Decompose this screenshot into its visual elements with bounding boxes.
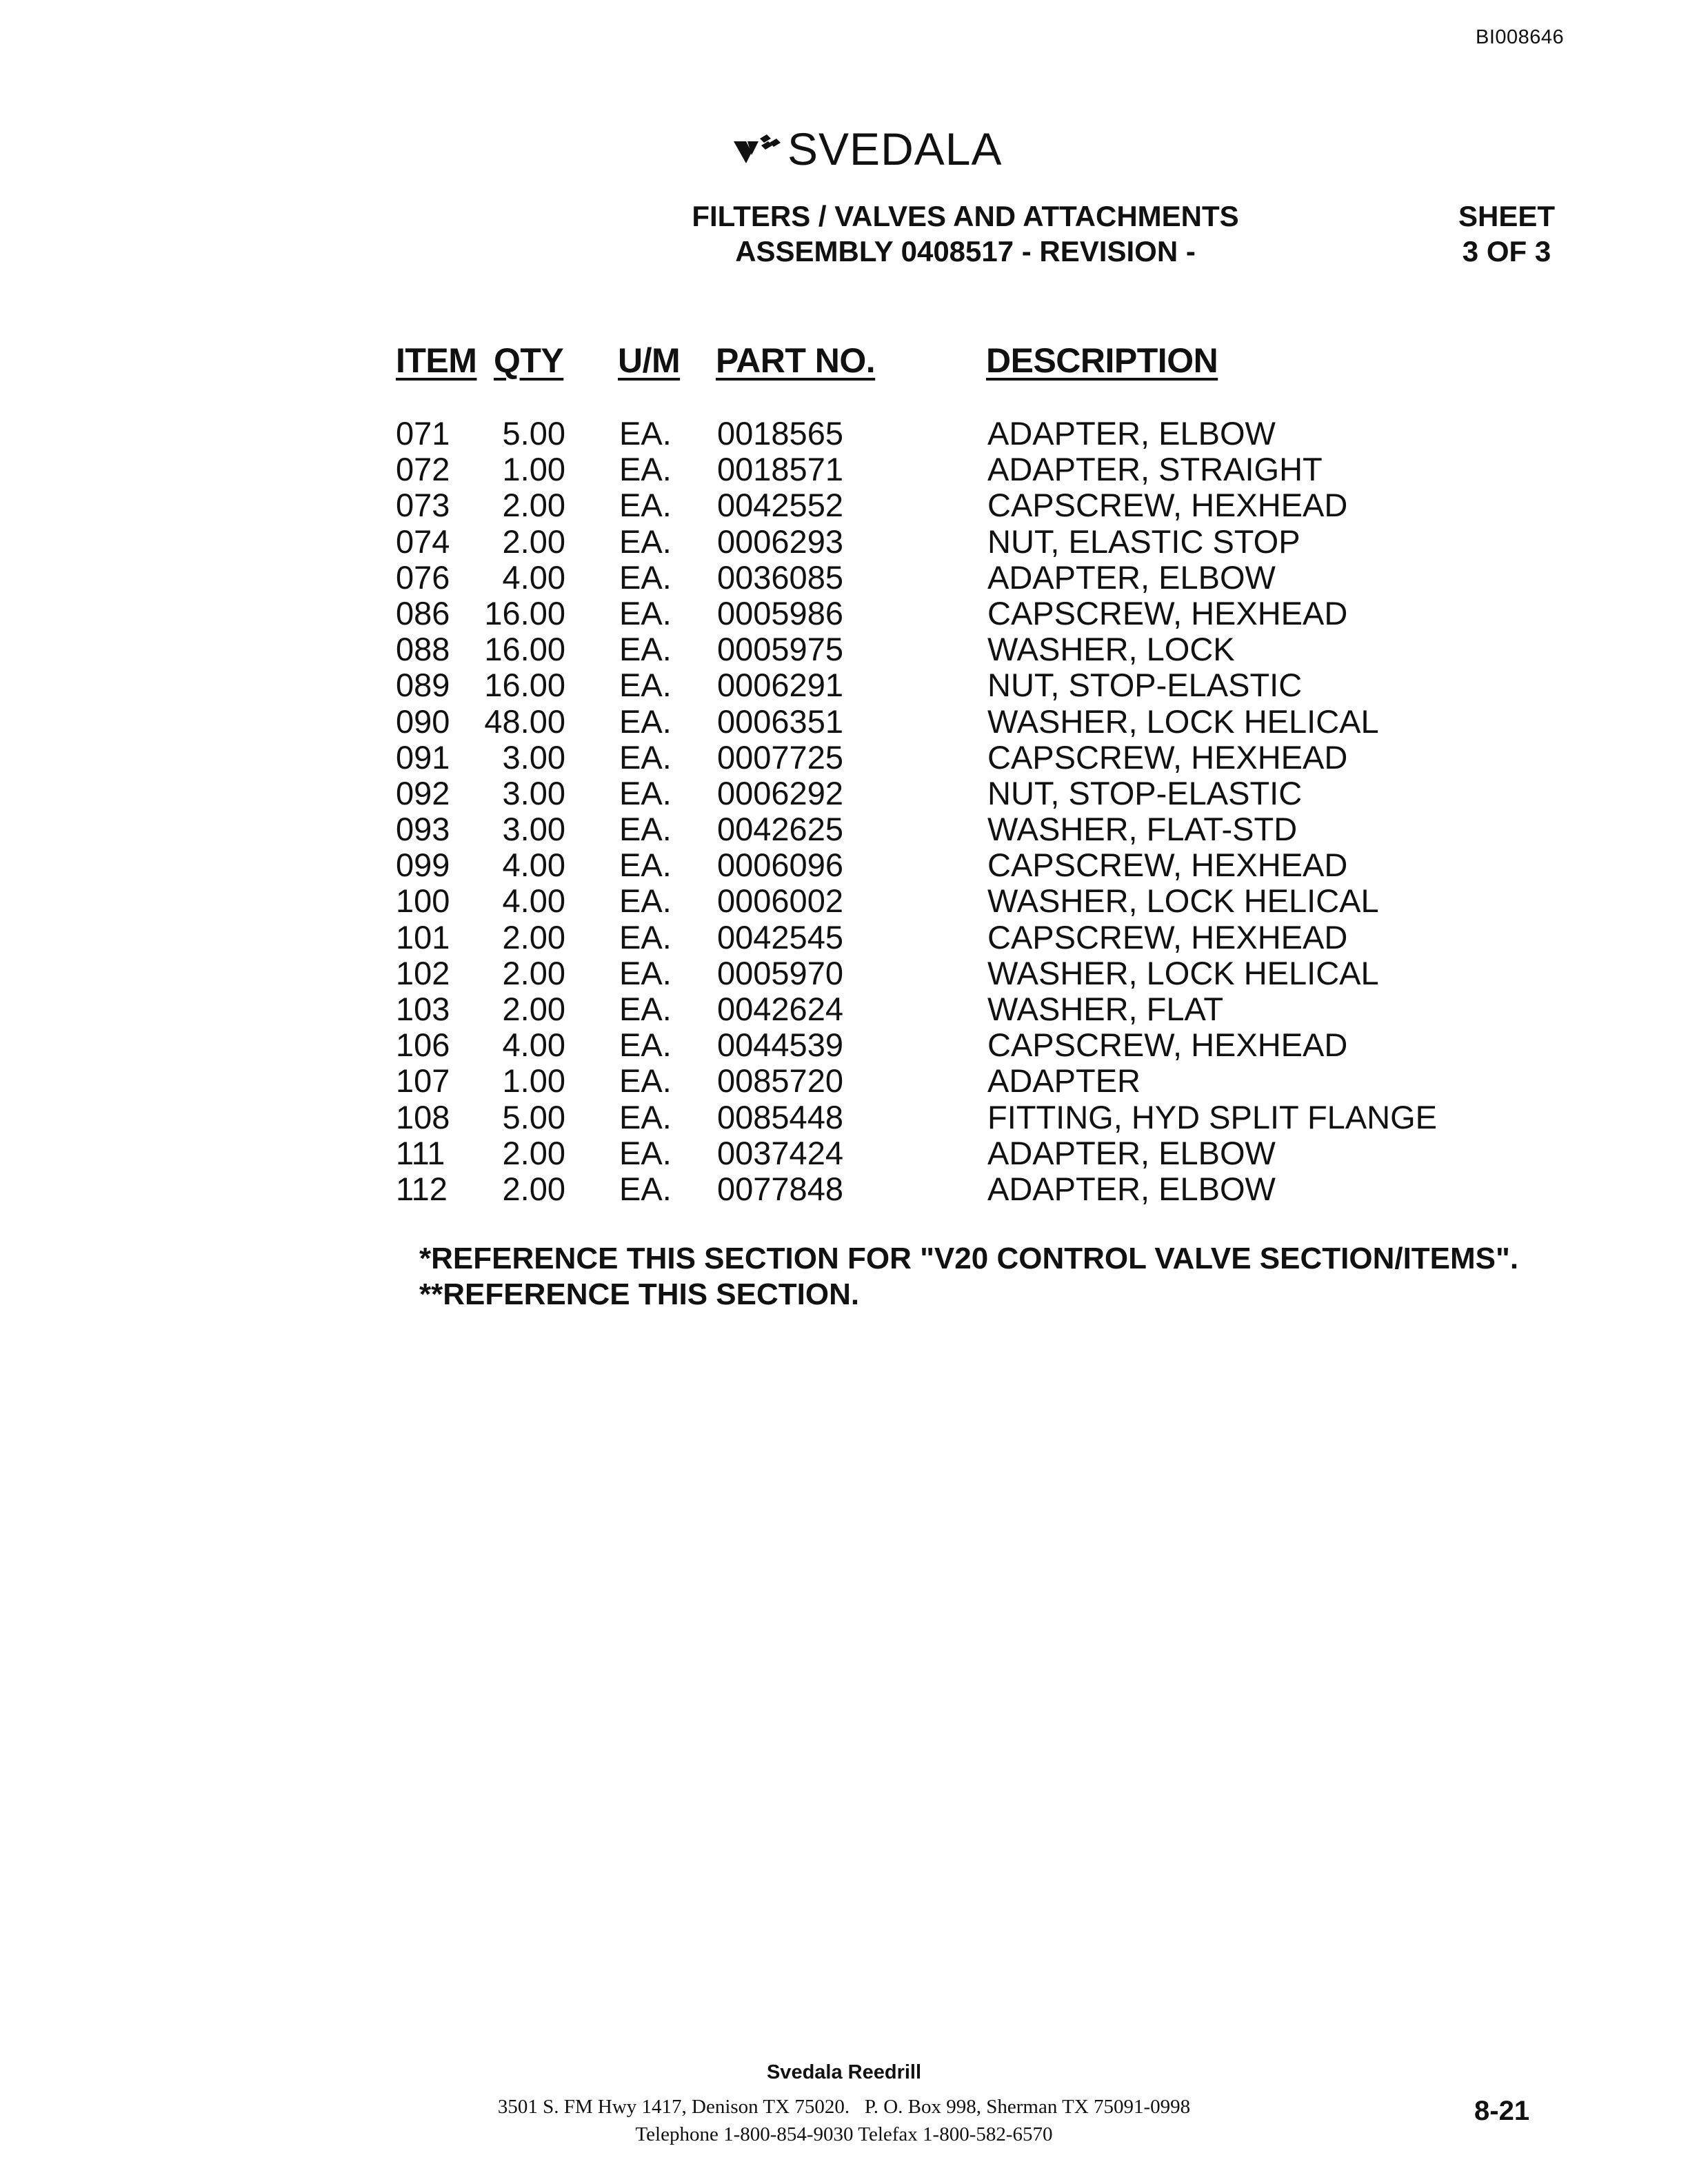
item-cell: 101 [396, 918, 450, 956]
table-row [0, 667, 1688, 703]
qty-cell: 4.00 [502, 558, 565, 596]
qty-cell: 5.00 [502, 1098, 565, 1135]
part-number-cell: 0006291 [717, 667, 843, 704]
item-cell: 100 [396, 882, 450, 920]
table-row [0, 452, 1688, 487]
qty-cell: 5.00 [502, 415, 565, 452]
reference-notes [419, 1241, 1518, 1313]
part-number-cell: 0005986 [717, 594, 843, 631]
item-cell: 107 [396, 1062, 450, 1100]
item-cell: 106 [396, 1027, 450, 1064]
qty-cell: 3.00 [502, 738, 565, 776]
table-row [0, 524, 1688, 560]
page-number: 8-21 [1474, 2096, 1530, 2126]
note-line-1: *REFERENCE THIS SECTION FOR "V20 CONTROL VALVE SECTION/ITEMS". [419, 1242, 1519, 1275]
um-cell: EA. [619, 667, 672, 704]
part-number-cell: 0007725 [717, 738, 843, 776]
qty-cell: 2.00 [502, 918, 565, 956]
part-number-cell: 0018565 [717, 415, 843, 452]
column-header-part-no: PART NO. [716, 341, 876, 380]
footer-phone: Telephone 1-800-854-9030 Telefax 1-800-582-6570 [635, 2123, 1053, 2145]
part-number-cell: 0018571 [717, 451, 843, 488]
qty-cell: 4.00 [502, 882, 565, 920]
item-cell: 102 [396, 954, 450, 991]
qty-cell: 2.00 [502, 523, 565, 560]
part-number-cell: 0036085 [717, 558, 843, 596]
um-cell: EA. [619, 811, 672, 848]
table-row [0, 847, 1688, 883]
description-cell: NUT, ELASTIC STOP [987, 523, 1300, 560]
qty-cell: 1.00 [502, 1062, 565, 1100]
sheet-number: 3 OF 3 [1462, 235, 1551, 267]
item-cell: 088 [396, 631, 450, 668]
description-cell: ADAPTER, ELBOW [987, 1170, 1276, 1207]
table-row [0, 596, 1688, 631]
table-row [0, 1027, 1688, 1063]
um-cell: EA. [619, 415, 672, 452]
um-cell: EA. [619, 523, 672, 560]
um-cell: EA. [619, 954, 672, 991]
sheet-indicator [1441, 199, 1572, 269]
qty-cell: 16.00 [484, 667, 565, 704]
item-cell: 103 [396, 991, 450, 1027]
qty-cell: 2.00 [502, 1170, 565, 1207]
table-row [0, 1135, 1688, 1171]
um-cell: EA. [619, 1062, 672, 1100]
description-cell: CAPSCREW, HEXHEAD [987, 594, 1348, 631]
item-cell: 090 [396, 702, 450, 740]
qty-cell: 1.00 [502, 451, 565, 488]
footer-address-block [0, 2093, 1688, 2148]
table-row [0, 704, 1688, 740]
item-cell: 086 [396, 594, 450, 631]
description-cell: ADAPTER, STRAIGHT [987, 451, 1323, 488]
table-row [0, 631, 1688, 667]
description-cell: CAPSCREW, HEXHEAD [987, 918, 1348, 956]
item-cell: 072 [396, 451, 450, 488]
table-row [0, 811, 1688, 847]
table-row [0, 1063, 1688, 1099]
qty-cell: 16.00 [484, 631, 565, 668]
um-cell: EA. [619, 1134, 672, 1171]
part-number-cell: 0085448 [717, 1098, 843, 1135]
qty-cell: 4.00 [502, 1027, 565, 1064]
um-cell: EA. [619, 631, 672, 668]
qty-cell: 2.00 [502, 991, 565, 1027]
description-cell: ADAPTER, ELBOW [987, 1134, 1276, 1171]
document-title [483, 199, 1448, 269]
description-cell: WASHER, FLAT [987, 991, 1224, 1027]
description-cell: WASHER, LOCK HELICAL [987, 882, 1379, 920]
qty-cell: 16.00 [484, 594, 565, 631]
table-row [0, 991, 1688, 1027]
qty-cell: 3.00 [502, 811, 565, 848]
item-cell: 076 [396, 558, 450, 596]
item-cell: 093 [396, 811, 450, 848]
footer-company-name: Svedala Reedrill [766, 2061, 922, 2083]
table-row [0, 487, 1688, 523]
qty-cell: 4.00 [502, 847, 565, 884]
part-number-cell: 0005970 [717, 954, 843, 991]
description-cell: NUT, STOP-ELASTIC [987, 667, 1303, 704]
table-row [0, 740, 1688, 776]
description-cell: CAPSCREW, HEXHEAD [987, 487, 1348, 524]
um-cell: EA. [619, 451, 672, 488]
note-line-2: **REFERENCE THIS SECTION. [419, 1277, 860, 1311]
qty-cell: 2.00 [502, 954, 565, 991]
um-cell: EA. [619, 738, 672, 776]
description-cell: WASHER, FLAT-STD [987, 811, 1298, 848]
part-number-cell: 0006096 [717, 847, 843, 884]
um-cell: EA. [619, 882, 672, 920]
part-number-cell: 0042545 [717, 918, 843, 956]
part-number-cell: 0042625 [717, 811, 843, 848]
table-row [0, 776, 1688, 811]
um-cell: EA. [619, 847, 672, 884]
part-number-cell: 0042552 [717, 487, 843, 524]
parts-table-body [0, 416, 1688, 1207]
um-cell: EA. [619, 1027, 672, 1064]
description-cell: WASHER, LOCK HELICAL [987, 954, 1379, 991]
sheet-label: SHEET [1458, 200, 1556, 232]
item-cell: 112 [396, 1170, 448, 1207]
svedala-diamond-logo-icon [731, 132, 786, 166]
table-row [0, 920, 1688, 956]
column-header-description: DESCRIPTION [986, 341, 1218, 380]
description-cell: WASHER, LOCK [987, 631, 1235, 668]
item-cell: 108 [396, 1098, 450, 1135]
um-cell: EA. [619, 991, 672, 1027]
title-line-2: ASSEMBLY 0408517 - REVISION - [735, 235, 1196, 267]
part-number-cell: 0006293 [717, 523, 843, 560]
table-row [0, 416, 1688, 452]
part-number-cell: 0077848 [717, 1170, 843, 1207]
column-header-um: U/M [618, 341, 681, 380]
description-cell: CAPSCREW, HEXHEAD [987, 847, 1348, 884]
um-cell: EA. [619, 558, 672, 596]
um-cell: EA. [619, 1098, 672, 1135]
part-number-cell: 0044539 [717, 1027, 843, 1064]
part-number-cell: 0042624 [717, 991, 843, 1027]
qty-cell: 48.00 [484, 702, 565, 740]
description-cell: FITTING, HYD SPLIT FLANGE [987, 1098, 1438, 1135]
um-cell: EA. [619, 1170, 672, 1207]
description-cell: CAPSCREW, HEXHEAD [987, 738, 1348, 776]
um-cell: EA. [619, 487, 672, 524]
column-header-qty: QTY [494, 341, 564, 380]
table-header [0, 341, 1688, 382]
table-row [0, 956, 1688, 991]
title-line-1: FILTERS / VALVES AND ATTACHMENTS [692, 200, 1239, 232]
part-number-cell: 0085720 [717, 1062, 843, 1100]
document-id: BI008646 [1476, 26, 1565, 48]
item-cell: 092 [396, 774, 450, 811]
description-cell: CAPSCREW, HEXHEAD [987, 1027, 1348, 1064]
um-cell: EA. [619, 702, 672, 740]
qty-cell: 3.00 [502, 774, 565, 811]
table-row [0, 560, 1688, 596]
footer-address: 3501 S. FM Hwy 1417, Denison TX 75020. P. O. Box 998, Sherman TX 75091-0998 [497, 2096, 1191, 2118]
qty-cell: 2.00 [502, 1134, 565, 1171]
description-cell: ADAPTER [987, 1062, 1141, 1100]
table-row [0, 1171, 1688, 1207]
item-cell: 089 [396, 667, 450, 704]
um-cell: EA. [619, 774, 672, 811]
description-cell: WASHER, LOCK HELICAL [987, 702, 1379, 740]
qty-cell: 2.00 [502, 487, 565, 524]
um-cell: EA. [619, 918, 672, 956]
item-cell: 091 [396, 738, 450, 776]
column-header-item: ITEM [396, 341, 477, 380]
item-cell: 071 [396, 415, 450, 452]
item-cell: 099 [396, 847, 450, 884]
part-number-cell: 0006292 [717, 774, 843, 811]
part-number-cell: 0006002 [717, 882, 843, 920]
item-cell: 073 [396, 487, 450, 524]
item-cell: 111 [396, 1134, 445, 1171]
company-logo [731, 123, 1002, 175]
table-row [0, 883, 1688, 919]
logo-text: SVEDALA [787, 123, 1003, 174]
table-row [0, 1100, 1688, 1135]
part-number-cell: 0006351 [717, 702, 843, 740]
description-cell: NUT, STOP-ELASTIC [987, 774, 1303, 811]
um-cell: EA. [619, 594, 672, 631]
item-cell: 074 [396, 523, 450, 560]
description-cell: ADAPTER, ELBOW [987, 558, 1276, 596]
part-number-cell: 0037424 [717, 1134, 843, 1171]
part-number-cell: 0005975 [717, 631, 843, 668]
description-cell: ADAPTER, ELBOW [987, 415, 1276, 452]
